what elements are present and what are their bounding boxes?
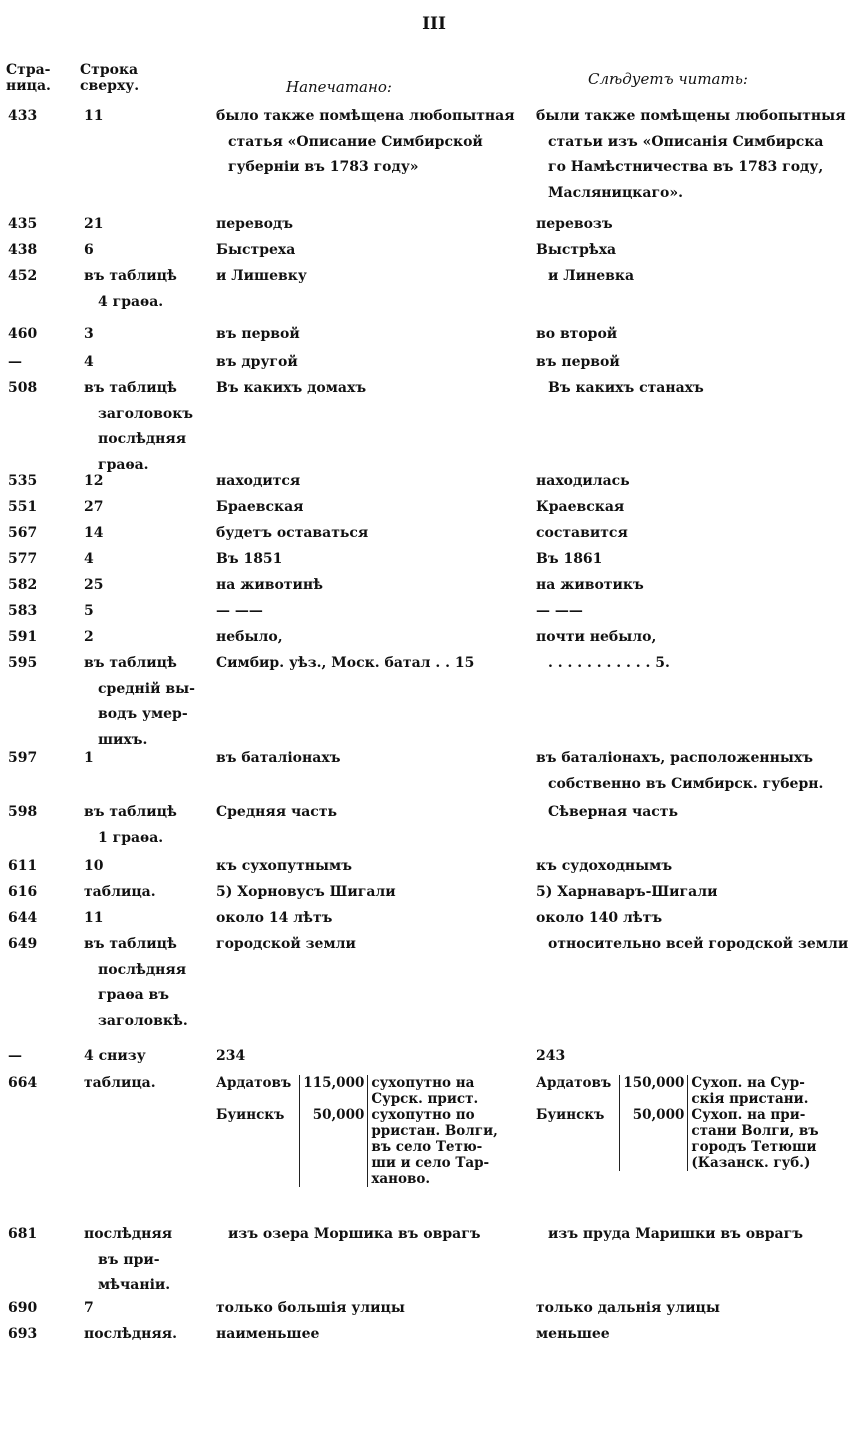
row-printed-line: Симбир. уѣз., Моск. батал . . 15: [216, 655, 475, 671]
row-printed-line: на животинѣ: [216, 577, 323, 593]
row-page: 433: [8, 108, 38, 124]
row-page: 435: [8, 216, 38, 232]
row-line-line: мѣчаніи.: [98, 1277, 171, 1293]
row-correct: [536, 746, 823, 797]
row-page: 664: [8, 1075, 38, 1091]
row-printed-line: небыло,: [216, 629, 283, 645]
header-col-printed: Напечатано:: [286, 78, 392, 96]
row-printed-line: изъ озера Моршика въ оврагъ: [228, 1226, 481, 1242]
row-line: [84, 469, 103, 495]
row-printed-line: Въ какихъ домахъ: [216, 380, 367, 396]
row-correct: [536, 854, 672, 880]
row-page: 597: [8, 750, 38, 766]
row-printed-line: — ——: [216, 603, 263, 619]
row-line: [84, 521, 103, 547]
row-page: 583: [8, 603, 38, 619]
row-correct-line: Масляницкаго».: [548, 184, 684, 201]
table-row: [536, 1075, 822, 1107]
row-correct: [536, 495, 624, 521]
row-correct: [536, 800, 678, 826]
row-correct: [536, 322, 617, 348]
errata-row-664: [0, 1071, 868, 1221]
row-correct: [536, 104, 846, 206]
table-value: 115,000: [300, 1075, 368, 1107]
row-line: [84, 932, 188, 1034]
row-printed-line: было также помѣщена любопытная: [216, 108, 515, 124]
row-page: 616: [8, 884, 38, 900]
row-page: 535: [8, 473, 38, 489]
table-note: сухопутно на Сурск. прист.: [371, 1075, 479, 1107]
row-page: 582: [8, 577, 38, 593]
row-printed-line: Средняя часть: [216, 804, 337, 820]
row-line-line: граѳа въ: [98, 987, 169, 1003]
row-line-line: заголовокъ: [98, 405, 194, 422]
row-page: 551: [8, 499, 38, 515]
row-line: [84, 322, 94, 348]
row-page: 460: [8, 326, 38, 342]
row-correct-line: . . . . . . . . . . . 5.: [548, 655, 670, 671]
header-col-line: Строка сверху.: [80, 62, 140, 94]
row-correct-line: 243: [536, 1048, 566, 1064]
row-correct-line: изъ пруда Маришки въ оврагъ: [548, 1226, 803, 1242]
row-page: —: [8, 354, 22, 370]
row-correct-line: къ судоходнымъ: [536, 858, 673, 874]
row-printed-line: Быстреха: [216, 242, 296, 258]
row-line-line: граѳа.: [98, 456, 149, 473]
row-printed: [216, 906, 332, 932]
row-line: [84, 880, 156, 906]
row-correct: [536, 264, 634, 290]
row-correct: [536, 1322, 610, 1348]
row-line-line: средній вы-: [98, 680, 195, 697]
row-line-line: послѣдняя.: [84, 1326, 177, 1342]
row-line-line: 4 снизу: [84, 1048, 146, 1064]
row-correct-line: 5) Харнаваръ-Шигали: [536, 884, 718, 900]
row-line: [84, 746, 94, 772]
row-printed: [216, 1322, 319, 1348]
row-correct: [536, 651, 670, 677]
row-line-line: послѣдняя: [98, 431, 187, 447]
row-correct-line: находилась: [536, 473, 630, 489]
row-printed-line: городской земли: [216, 936, 356, 952]
table-row: [536, 1107, 822, 1171]
row-correct: [536, 1222, 803, 1248]
row-line-line: 4: [84, 354, 94, 370]
row-correct: [536, 350, 620, 376]
row-line: [84, 1044, 146, 1070]
row-correct-line: и Линевка: [548, 268, 635, 284]
row-line-line: 5: [84, 603, 94, 619]
row-line-line: 10: [84, 858, 104, 874]
row-line: [84, 264, 177, 315]
row-correct-line: въ первой: [536, 354, 620, 370]
row-line: [84, 1296, 94, 1322]
row-correct-line: го Намѣстничества въ 1783 году,: [548, 159, 824, 175]
row-printed: [216, 238, 295, 264]
row-correct: [536, 376, 704, 402]
row-line-line: 4: [84, 551, 94, 567]
header-col-correct: Слѣдуетъ читать:: [588, 70, 748, 88]
row-printed: [216, 376, 366, 402]
row-correct-line: меньшее: [536, 1326, 610, 1342]
row-line: [84, 1322, 177, 1348]
row-printed: [216, 264, 307, 290]
row-printed-line: статья «Описание Симбирской: [228, 133, 483, 150]
row-printed-line: около 14 лѣтъ: [216, 910, 333, 926]
row-correct-line: Выстрѣха: [536, 242, 617, 258]
table-value: 150,000: [620, 1075, 688, 1107]
row-correct: [536, 1296, 720, 1322]
row-printed-line: въ первой: [216, 326, 300, 342]
row-correct: [536, 932, 848, 958]
row-line-line: 12: [84, 473, 104, 489]
row-page: —: [8, 1048, 22, 1064]
row-line: [84, 547, 94, 573]
row-printed: [216, 469, 300, 495]
row-line-line: въ при-: [98, 1251, 160, 1268]
row-line-line: 27: [84, 499, 104, 515]
printed-table: [216, 1075, 501, 1187]
row-correct: [536, 547, 602, 573]
row-line: [84, 906, 103, 932]
row-printed: [216, 880, 396, 906]
row-line: [84, 625, 94, 651]
row-line-line: 1: [84, 750, 94, 766]
table-note: Сухоп. на при- стани Волги, въ городъ Тетюши (Казанск. губ.): [691, 1107, 819, 1171]
row-line: [84, 376, 193, 478]
table-value: 50,000: [300, 1107, 368, 1187]
row-line-line: водъ умер-: [98, 706, 188, 722]
row-correct-line: Сѣверная часть: [548, 804, 678, 820]
table-town: Буинскъ: [216, 1107, 285, 1123]
row-printed-line: наименьшее: [216, 1326, 320, 1342]
row-line-line: таблица.: [84, 884, 156, 900]
row-correct: [536, 625, 656, 651]
row-page: 611: [8, 858, 38, 874]
table-town: Ардатовъ: [536, 1075, 612, 1091]
row-page: 577: [8, 551, 38, 567]
table-note: Сухоп. на Сур- скія пристани.: [691, 1075, 809, 1107]
row-printed-line: Браевская: [216, 499, 304, 515]
row-printed: [216, 495, 304, 521]
row-page: 508: [8, 380, 38, 396]
row-page: 452: [8, 268, 38, 284]
row-correct-line: около 140 лѣтъ: [536, 910, 663, 926]
row-printed-line: 5) Хорновусъ Шигали: [216, 884, 396, 900]
row-line-line: 11: [84, 910, 104, 926]
row-correct-line: перевозъ: [536, 216, 613, 232]
row-printed: [216, 1044, 245, 1070]
row-printed: [216, 521, 368, 547]
row-correct-line: были также помѣщены любопытныя: [536, 108, 846, 124]
table-town: Ардатовъ: [216, 1075, 292, 1091]
row-correct: [536, 573, 644, 599]
row-printed: [216, 1296, 405, 1322]
row-correct: [536, 599, 583, 625]
row-line-line: 3: [84, 326, 94, 342]
row-line: [84, 495, 103, 521]
row-page: 598: [8, 804, 38, 820]
row-printed: [216, 746, 340, 772]
row-line-line: 25: [84, 577, 104, 593]
header-col-page: Стра- ница.: [6, 62, 51, 94]
row-printed: [216, 547, 282, 573]
row-printed: [216, 599, 263, 625]
row-line: [84, 599, 94, 625]
row-line-line: въ таблицѣ: [84, 380, 177, 396]
row-correct: [536, 906, 662, 932]
row-printed: [216, 932, 356, 958]
row-line: [84, 854, 103, 880]
row-correct: [536, 469, 630, 495]
row-correct-line: въ баталіонахъ, расположенныхъ: [536, 750, 814, 766]
row-line-line: 21: [84, 216, 104, 232]
row-line-line: 14: [84, 525, 104, 541]
row-line-line: послѣдняя: [84, 1226, 173, 1242]
row-line-line: шихъ.: [98, 731, 148, 748]
row-printed: [216, 212, 293, 238]
row-printed-line: Въ 1851: [216, 551, 283, 567]
row-page: 693: [8, 1326, 38, 1342]
row-printed: [216, 322, 300, 348]
row-line-line: 7: [84, 1300, 94, 1316]
table-row: [216, 1107, 501, 1187]
row-correct-line: статьи изъ «Описанія Симбирска: [548, 133, 824, 150]
row-correct-line: Въ какихъ станахъ: [548, 380, 704, 396]
row-line: [84, 800, 177, 851]
row-line-line: въ таблицѣ: [84, 936, 177, 952]
row-page: 438: [8, 242, 38, 258]
row-line: [84, 573, 103, 599]
row-line-line: 6: [84, 242, 94, 258]
row-line-line: 1 граѳа.: [98, 829, 164, 846]
row-line-line: 2: [84, 629, 94, 645]
row-page: 690: [8, 1300, 38, 1316]
row-page: 591: [8, 629, 38, 645]
row-correct-line: Въ 1861: [536, 551, 603, 567]
row-printed: [216, 104, 515, 181]
row-correct-line: — ——: [536, 603, 583, 619]
row-printed-line: только большія улицы: [216, 1300, 405, 1316]
row-printed: [216, 573, 323, 599]
row-line: [84, 1222, 172, 1299]
table-value: 50,000: [620, 1107, 688, 1171]
row-correct-line: собственно въ Симбирск. губерн.: [548, 775, 824, 792]
row-correct: [536, 238, 616, 264]
correct-table: [536, 1075, 822, 1171]
row-printed-line: въ другой: [216, 354, 298, 370]
row-line: [84, 238, 94, 264]
row-printed-line: будетъ оставаться: [216, 525, 369, 541]
row-line-line: заголовкѣ.: [98, 1012, 188, 1029]
row-line: [84, 212, 103, 238]
row-line: таблица.: [84, 1075, 156, 1091]
row-correct: [536, 521, 628, 547]
row-line-line: въ таблицѣ: [84, 268, 177, 284]
row-correct-line: во второй: [536, 326, 618, 342]
row-printed: [216, 800, 337, 826]
row-correct-line: относительно всей городской земли: [548, 936, 849, 952]
row-page: 567: [8, 525, 38, 541]
table-note: сухопутно по pристан. Волги, въ село Тетю- ши и село Тар- ханово.: [371, 1107, 498, 1187]
row-correct: [536, 212, 613, 238]
row-printed-line: къ сухопутнымъ: [216, 858, 352, 874]
row-printed: [216, 1222, 481, 1248]
row-printed-line: переводъ: [216, 216, 293, 232]
row-correct-line: на животикъ: [536, 577, 644, 593]
table-town: Буинскъ: [536, 1107, 605, 1123]
page-number: III: [422, 14, 446, 34]
row-printed-line: 234: [216, 1048, 246, 1064]
row-printed: [216, 350, 298, 376]
row-printed-line: губерніи въ 1783 году»: [228, 159, 419, 175]
row-line-line: въ таблицѣ: [84, 655, 177, 671]
row-page: 644: [8, 910, 38, 926]
row-printed-line: и Лишевку: [216, 268, 307, 284]
row-correct-line: почти небыло,: [536, 629, 657, 645]
row-correct-line: Краевская: [536, 499, 625, 515]
row-printed: [216, 651, 474, 677]
row-line: [84, 350, 94, 376]
row-page: 681: [8, 1226, 38, 1242]
table-row: [216, 1075, 501, 1107]
row-correct-line: составится: [536, 525, 628, 541]
row-line-line: 11: [84, 108, 104, 124]
row-correct: [536, 880, 717, 906]
row-line: [84, 104, 103, 130]
row-printed-line: въ баталіонахъ: [216, 750, 341, 766]
row-line-line: въ таблицѣ: [84, 804, 177, 820]
row-page: 649: [8, 936, 38, 952]
row-line-line: послѣдняя: [98, 961, 187, 978]
row-page: 595: [8, 655, 38, 671]
row-printed: [216, 625, 283, 651]
row-printed-line: находится: [216, 473, 301, 489]
row-printed: [216, 854, 352, 880]
row-correct: [536, 1044, 565, 1070]
row-line-line: 4 граѳа.: [98, 293, 164, 310]
row-line: [84, 651, 195, 753]
row-correct-line: только дальнія улицы: [536, 1300, 720, 1316]
